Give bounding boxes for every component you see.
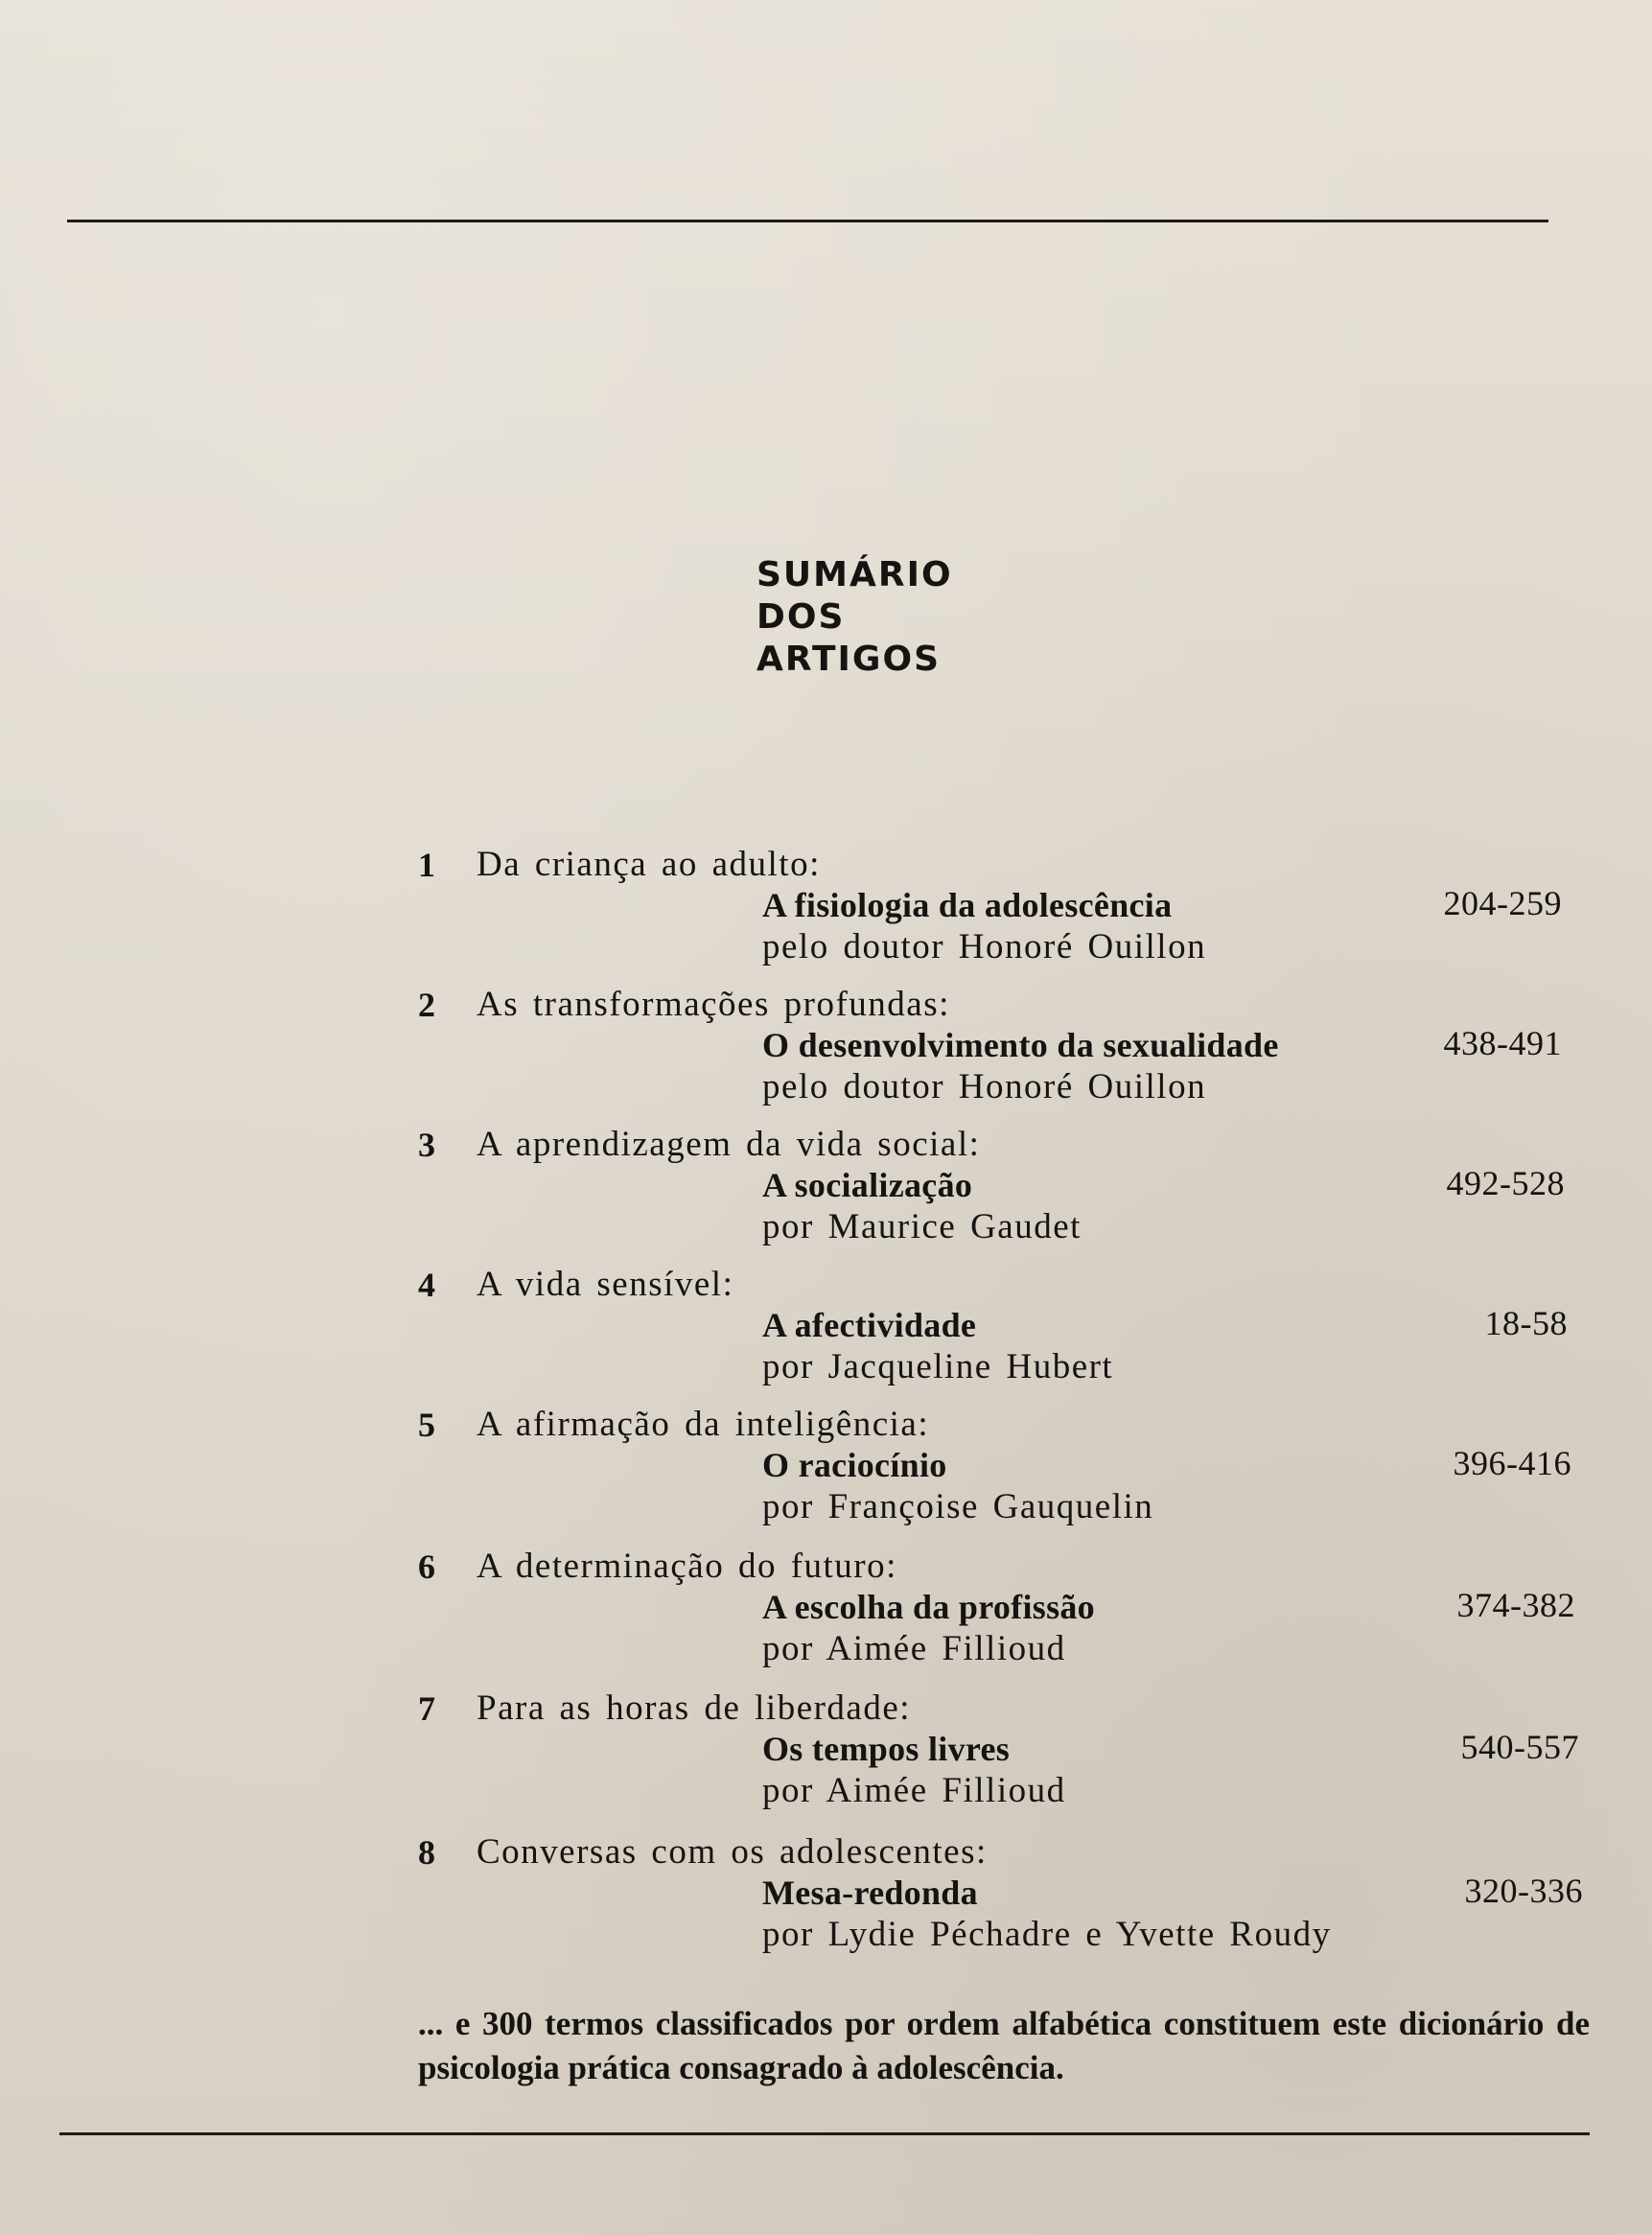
entry-author: por Lydie Péchadre e Yvette Roudy	[762, 1915, 1332, 1954]
entry-number: 4	[418, 1266, 435, 1304]
entry-article-title: A afectividade	[762, 1306, 977, 1344]
entry-number: 5	[418, 1406, 435, 1444]
entry-section: Para as horas de liberdade:	[477, 1688, 912, 1728]
entry-author: por Aimée Fillioud	[762, 1629, 1066, 1668]
entry-article-title: A fisiologia da adolescência	[762, 886, 1173, 924]
entry-number: 7	[418, 1689, 435, 1728]
entry-author: por Aimée Fillioud	[762, 1771, 1066, 1810]
entry-number: 6	[418, 1548, 435, 1586]
entry-pages: 396-416	[1453, 1444, 1571, 1482]
entry-author: por Maurice Gaudet	[762, 1207, 1082, 1246]
page-title-line-2: DOS	[756, 597, 846, 637]
entry-number: 8	[418, 1833, 435, 1872]
toc-entry-5	[0, 1404, 1652, 1538]
entry-pages: 374-382	[1456, 1586, 1575, 1624]
entry-pages: 204-259	[1443, 884, 1562, 922]
entry-pages: 438-491	[1443, 1024, 1562, 1062]
page-title-line-3: ARTIGOS	[756, 640, 941, 679]
entry-section: A afirmação da inteligência:	[477, 1405, 930, 1444]
entry-article-title: Mesa-redonda	[762, 1874, 978, 1912]
entry-section: As transformações profundas:	[477, 985, 950, 1024]
entry-article-title: A escolha da profissão	[762, 1588, 1095, 1626]
entry-pages: 18-58	[1484, 1304, 1568, 1342]
entry-number: 2	[418, 986, 435, 1024]
entry-author: pelo doutor Honoré Ouillon	[762, 1067, 1207, 1106]
entry-section: A vida sensível:	[477, 1265, 734, 1304]
entry-pages: 540-557	[1460, 1728, 1579, 1766]
toc-entry-1	[0, 844, 1652, 978]
toc-entry-3	[0, 1124, 1652, 1258]
entry-article-title: Os tempos livres	[762, 1730, 1011, 1768]
entry-pages: 320-336	[1464, 1872, 1583, 1910]
entry-author: por Jacqueline Hubert	[762, 1347, 1114, 1386]
toc-entry-6	[0, 1546, 1652, 1680]
entry-author: por Françoise Gauquelin	[762, 1487, 1154, 1526]
page-title-line-1: SUMÁRIO	[756, 555, 953, 594]
entry-section: Da criança ao adulto:	[477, 845, 821, 884]
entry-author: pelo doutor Honoré Ouillon	[762, 927, 1207, 966]
entry-section: Conversas com os adolescentes:	[477, 1832, 988, 1872]
entry-number: 3	[418, 1126, 435, 1164]
entry-article-title: A socialização	[762, 1166, 973, 1204]
entry-pages: 492-528	[1446, 1164, 1565, 1202]
page-title	[756, 554, 953, 681]
entry-section: A determinação do futuro:	[477, 1547, 897, 1586]
toc-entry-2	[0, 984, 1652, 1118]
toc-entry-4	[0, 1264, 1652, 1398]
toc-entry-8	[0, 1831, 1652, 1966]
entry-article-title: O raciocínio	[762, 1446, 947, 1484]
closing-note: ... e 300 termos classificados por ordem alfabética constituem este dicionário de psicologia prática consagrado à adolescência.	[418, 2005, 1590, 2086]
entry-number: 1	[418, 846, 435, 884]
entry-article-title: O desenvolvimento da sexualidade	[762, 1026, 1279, 1064]
bottom-rule	[59, 2132, 1590, 2135]
entry-section: A aprendizagem da vida social:	[477, 1125, 981, 1164]
top-rule	[67, 220, 1548, 222]
toc-entry-7	[0, 1688, 1652, 1822]
